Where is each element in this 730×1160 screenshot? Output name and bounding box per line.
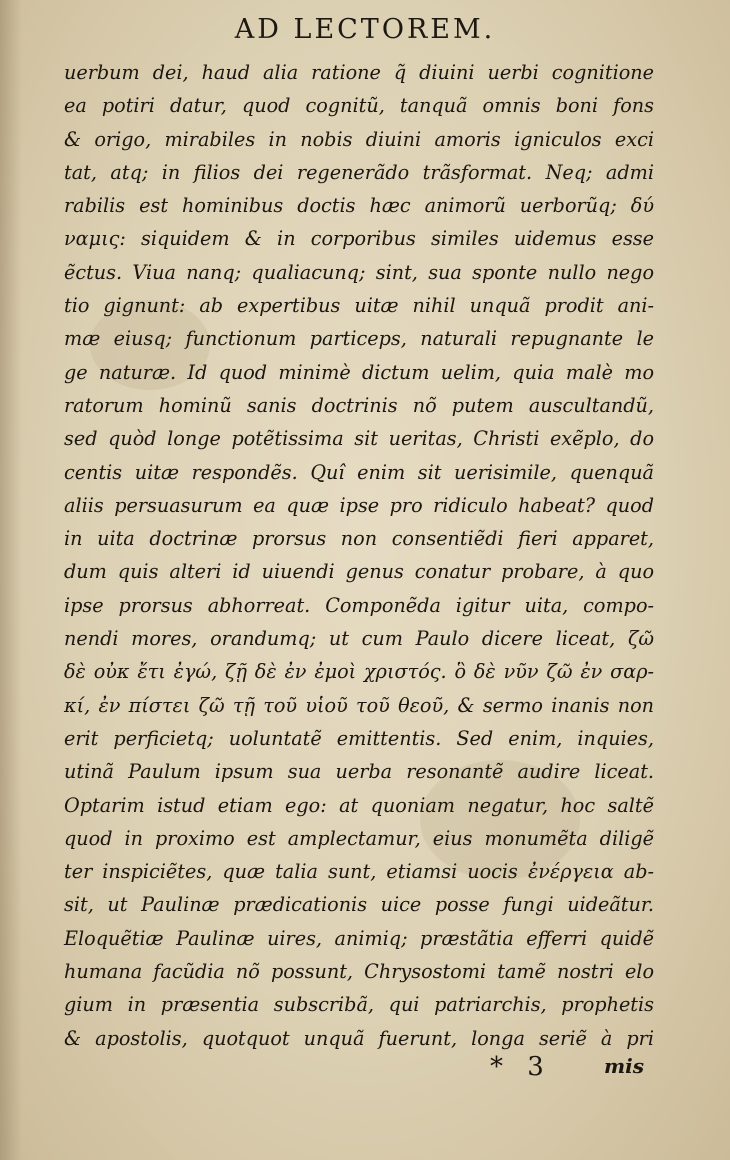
text-line: rabilis est hominibus doctis hæc animorũ uerborũq; δύ bbox=[64, 194, 654, 218]
signature-mark: * 3 bbox=[490, 1052, 552, 1082]
text-line: sed quòd longe potẽtissima sit ueritas, Christi exẽplo, do bbox=[64, 427, 654, 451]
text-line: ẽctus. Viua nanq; qualiacunq; sint, sua sponte nullo nego bbox=[64, 260, 654, 284]
text-line: centis uitæ respondẽs. Quî enim sit uerisimile, quenquã bbox=[64, 460, 654, 484]
text-line: aliis persuasurum ea quæ ipse pro ridiculo habeat? quod bbox=[64, 493, 654, 517]
text-line: quod in proximo est amplectamur, eius monumẽta diligẽ bbox=[64, 826, 654, 850]
gutter-shadow bbox=[0, 0, 22, 1160]
text-line: dum quis alteri id uiuendi genus conatur probare, à quo bbox=[64, 560, 654, 584]
text-line: humana facũdia nõ possunt, Chrysostomi tamẽ nostri elo bbox=[64, 960, 654, 984]
text-line: δὲ οὐκ ἔτι ἐγώ, ζῇ δὲ ἐν ἐμοὶ χριστός. ὃ δὲ νῦν ζῶ ἐν σαρ‑ bbox=[64, 660, 654, 684]
text-line: Eloquẽtiæ Paulinæ uires, animiq; præstãtia efferri quidẽ bbox=[64, 926, 654, 950]
catchword: mis bbox=[604, 1054, 645, 1078]
text-line: in uita doctrinæ prorsus non consentiẽdi fieri apparet, bbox=[64, 527, 654, 551]
text-line: κί, ἐν πίστει ζῶ τῇ τοῦ υἱοῦ τοῦ θεοῦ, & sermo inanis non bbox=[64, 693, 654, 717]
text-line: ge naturæ. Id quod minimè dictum uelim, quia malè mo bbox=[64, 360, 654, 384]
text-line: & apostolis, quotquot unquã fuerunt, longa seriẽ à pri bbox=[64, 1026, 654, 1050]
text-line: uerbum dei, haud alia ratione q̃ diuini uerbi cognitione bbox=[64, 61, 654, 84]
text-line: tat, atq; in filios dei regenerãdo trãsformat. Neq; admi bbox=[64, 160, 654, 184]
text-line: ipse prorsus abhorreat. Componẽda igitur uita, compo‑ bbox=[64, 593, 654, 617]
text-line: & origo, mirabiles in nobis diuini amoris igniculos exci bbox=[64, 127, 654, 151]
text-line: utinã Paulum ipsum sua uerba resonantẽ audire liceat. bbox=[64, 760, 654, 784]
text-line: nendi mores, orandumq; ut cum Paulo dicere liceat, ζῶ bbox=[64, 627, 654, 651]
text-line: gium in præsentia subscribã, qui patriarchis, prophetis bbox=[64, 993, 654, 1017]
text-line: sit, ut Paulinæ prædicationis uice posse fungi uideãtur. bbox=[64, 893, 654, 917]
text-line: ratorum hominũ sanis doctrinis nõ putem auscultandũ, bbox=[64, 393, 654, 417]
body-text bbox=[64, 56, 654, 1055]
text-line: erit perficietq; uoluntatẽ emittentis. Sed enim, inquies, bbox=[64, 726, 654, 750]
text-line: tio gignunt: ab expertibus uitæ nihil unquã prodit ani‑ bbox=[64, 294, 654, 318]
text-line: Optarim istud etiam ego: at quoniam negatur, hoc saltẽ bbox=[64, 793, 654, 817]
text-line: mæ eiusq; functionum particeps, naturali repugnante le bbox=[64, 327, 654, 351]
text-line: ter inspiciẽtes, quæ talia sunt, etiamsi uocis ἐνέργεια ab‑ bbox=[64, 860, 654, 884]
text-line: ea potiri datur, quod cognitũ, tanquã omnis boni fons bbox=[64, 94, 654, 118]
running-header: AD LECTOREM. bbox=[234, 14, 496, 45]
text-line: ναμις: siquidem & in corporibus similes uidemus esse bbox=[64, 227, 654, 251]
